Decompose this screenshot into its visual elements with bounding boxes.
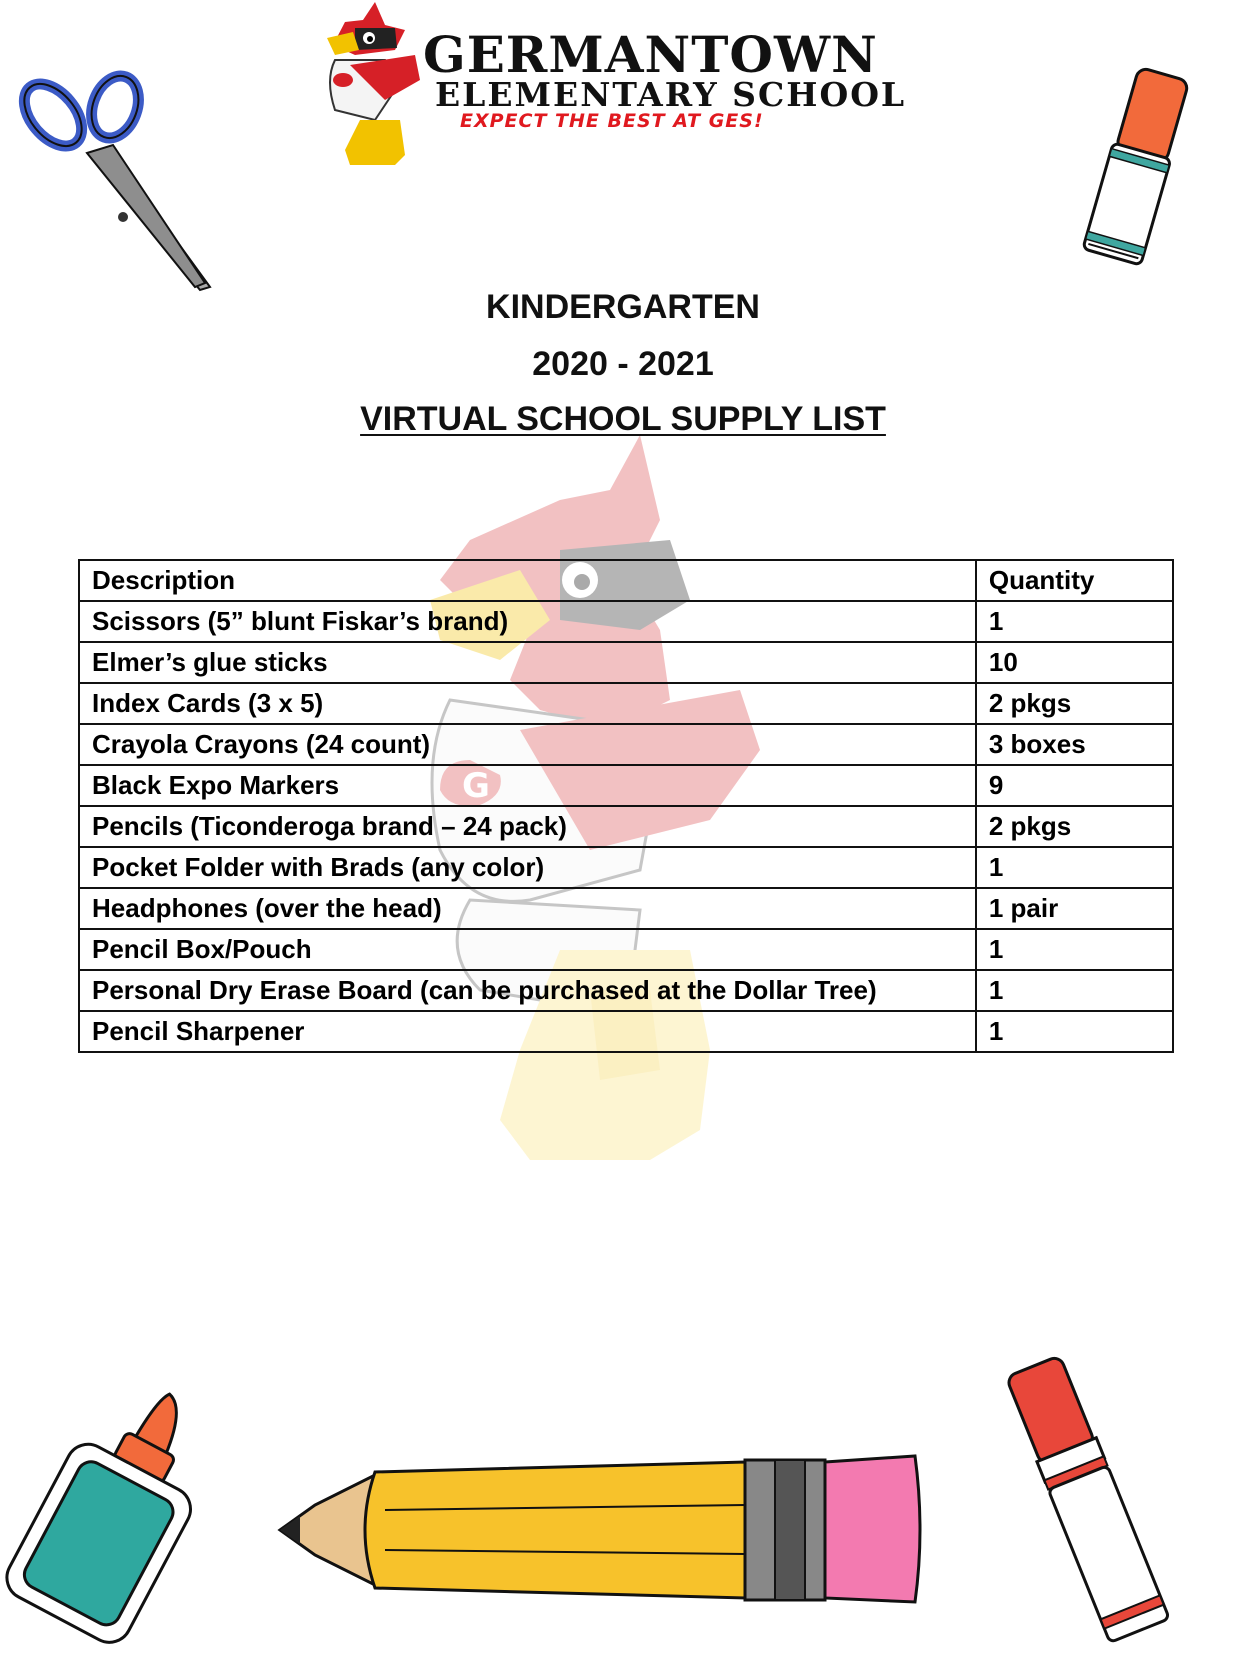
item-description: Black Expo Markers (79, 765, 976, 806)
school-motto: EXPECT THE BEST AT GES! (460, 110, 764, 132)
item-quantity: 1 (976, 929, 1173, 970)
item-description: Pencil Box/Pouch (79, 929, 976, 970)
item-quantity: 1 (976, 847, 1173, 888)
item-quantity: 3 boxes (976, 724, 1173, 765)
supply-table (78, 559, 1174, 1053)
item-quantity: 2 pkgs (976, 806, 1173, 847)
table-row (79, 765, 1173, 806)
list-title (0, 400, 1246, 439)
column-header-description: Description (79, 560, 976, 601)
table-row (79, 724, 1173, 765)
item-description: Pencil Sharpener (79, 1011, 976, 1052)
table-row (79, 847, 1173, 888)
item-description: Crayola Crayons (24 count) (79, 724, 976, 765)
item-description: Personal Dry Erase Board (can be purchased at the Dollar Tree) (79, 970, 976, 1011)
item-description: Pocket Folder with Brads (any color) (79, 847, 976, 888)
item-description: Pencils (Ticonderoga brand – 24 pack) (79, 806, 976, 847)
cardinal-mascot-icon (325, 0, 425, 170)
school-year: 2020 - 2021 (532, 345, 714, 383)
glue-stick-icon (1080, 62, 1190, 282)
svg-text:G: G (462, 766, 490, 806)
item-description: Elmer’s glue sticks (79, 642, 976, 683)
scissors-icon (5, 55, 215, 295)
grade-title: KINDERGARTEN (486, 288, 760, 326)
table-row (79, 970, 1173, 1011)
table-row (79, 1011, 1173, 1052)
item-description: Headphones (over the head) (79, 888, 976, 929)
item-quantity: 10 (976, 642, 1173, 683)
school-logo (325, 0, 915, 180)
item-description: Index Cards (3 x 5) (79, 683, 976, 724)
school-type: ELEMENTARY SCHOOL (435, 75, 907, 114)
table-row (79, 683, 1173, 724)
pencil-icon (275, 1450, 925, 1610)
table-row (79, 888, 1173, 929)
column-header-quantity: Quantity (976, 560, 1173, 601)
table-row (79, 642, 1173, 683)
item-description: Scissors (5” blunt Fiskar’s brand) (79, 601, 976, 642)
item-quantity: 1 pair (976, 888, 1173, 929)
item-quantity: 1 (976, 1011, 1173, 1052)
school-name: GERMANTOWN (423, 25, 878, 84)
item-quantity: 1 (976, 601, 1173, 642)
item-quantity: 2 pkgs (976, 683, 1173, 724)
marker-icon (985, 1350, 1195, 1660)
item-quantity: 9 (976, 765, 1173, 806)
item-quantity: 1 (976, 970, 1173, 1011)
table-row (79, 806, 1173, 847)
list-title-text: VIRTUAL SCHOOL SUPPLY LIST (360, 400, 886, 438)
table-row (79, 601, 1173, 642)
table-row (79, 929, 1173, 970)
glue-bottle-icon (5, 1378, 225, 1653)
table-header-row (79, 560, 1173, 601)
